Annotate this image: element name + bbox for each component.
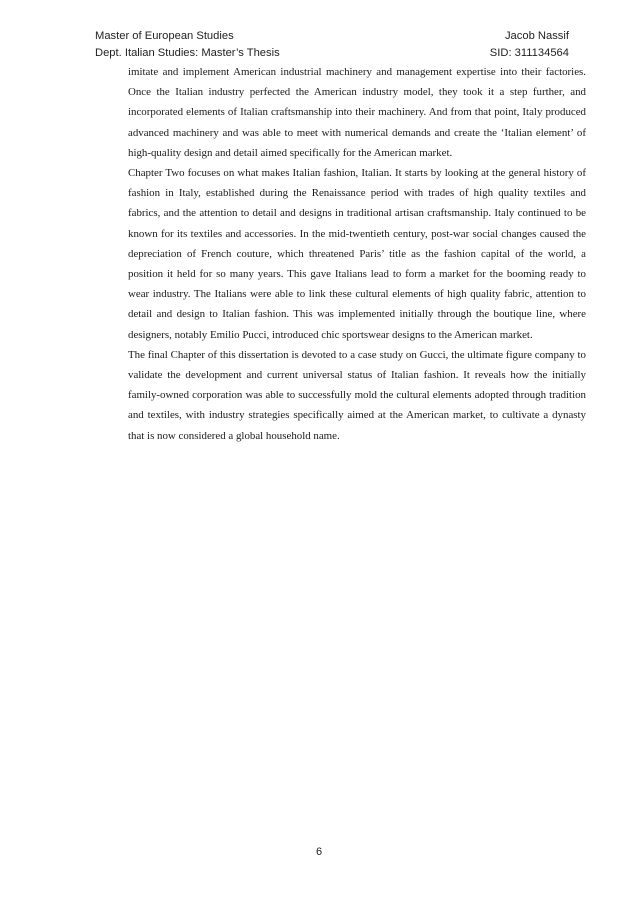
paragraph-1: imitate and implement American industrial machinery and management expertise into their factories. Once the Italian industry perfected the American industry model, they took it a step further, and incorporated elements of Italian craftsmanship into their machinery. And from that point, Italy produced advanced machinery and was able to meet with numerical demands and create the ‘Italian element’ of high-quality design and detail aimed specifically for the American market.	[128, 66, 586, 159]
department-title: Dept. Italian Studies: Master’s Thesis	[95, 47, 280, 59]
paragraph-2: Chapter Two focuses on what makes Italian fashion, Italian. It starts by looking at the general history of fashion in Italy, established during the Renaissance period with trades of high quality textiles and fabrics, and the attention to detail and designs in traditional artisan craftsmanship. Italy continued to be known for its textiles and accessories. In the mid-twentieth century, post-war social changes caused the depreciation of French couture, which threatened Paris’ title as the fashion capital of the world, a position it held for so many years. This gave Italians lead to form a market for the booming ready to wear industry. The Italians were able to link these cultural elements of high quality fabric, attention to detail and design to Italian fashion. This was implemented initially through the boutique line, where designers, notably Emilio Pucci, introduced chic sportswear designs to the American market.	[128, 167, 586, 341]
student-id: SID: 311134564	[489, 47, 569, 59]
page-header	[95, 28, 569, 62]
header-row-2	[95, 45, 569, 62]
header-row-1	[95, 28, 569, 45]
page-number: 6	[315, 846, 323, 858]
paragraph-3: The final Chapter of this dissertation is devoted to a case study on Gucci, the ultimate figure company to validate the development and current universal status of Italian fashion. It reveals how the initially family-owned corporation was able to successfully mold the cultural elements adopted through tradition and textiles, with industry strategies specifically aimed at the American market, to cultivate a dynasty that is now considered a global household name.	[128, 348, 586, 442]
author-name: Jacob Nassif	[504, 30, 569, 42]
body-text	[128, 62, 586, 446]
program-title: Master of European Studies	[95, 30, 234, 42]
